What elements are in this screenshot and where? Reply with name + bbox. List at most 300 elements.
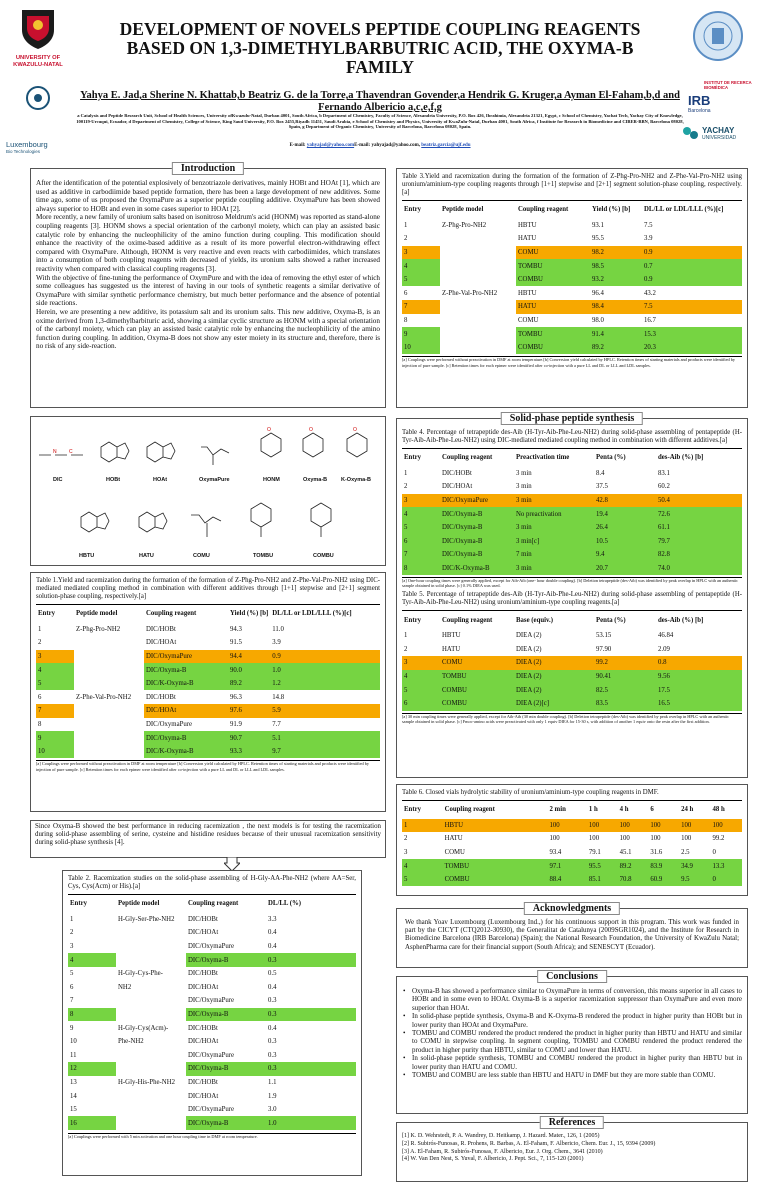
table4-cell: No preactivation (514, 507, 594, 521)
table1-cell: 1.2 (270, 677, 380, 691)
table6-cell: 79.1 (588, 848, 601, 856)
table5-cell: DIEA (2) (514, 656, 594, 670)
table6-cell: 31.6 (650, 848, 663, 856)
table3-cell: 43.2 (644, 289, 656, 297)
table3-cell (440, 273, 516, 287)
table5-cell: 5 (402, 683, 440, 697)
table4-row (402, 507, 742, 521)
table1-cell: 90.7 (228, 731, 270, 745)
table3-cell: 5 (402, 273, 440, 287)
table4-cell: 8.4 (596, 469, 605, 477)
table3-cell: 8 (404, 316, 408, 324)
table3-cell: TOMBU (516, 327, 590, 341)
introduction-panel (30, 163, 386, 408)
table6-header-cell: Entry (404, 806, 421, 814)
table3-cell: 7 (402, 300, 440, 314)
table3-row (402, 259, 742, 273)
reference-item: [1] K. D. Wehrstedt, P. A. Wandrey, D. Heitkamp, J. Hazard. Mater., 126, 1 (2005) (402, 1133, 600, 1139)
table6-cell: TOMBU (443, 859, 548, 873)
table3-cell (440, 341, 516, 355)
table1-row (36, 636, 380, 650)
yachay-logo: YACHAY UNIVERSIDAD (682, 126, 752, 141)
table4-cell: 61.1 (656, 521, 742, 535)
table6-cell: 13.3 (711, 859, 743, 873)
table1-row (36, 718, 380, 732)
table2-row (68, 1116, 356, 1130)
table3-cell: 98.0 (592, 316, 604, 324)
table3-cell: 16.7 (644, 316, 656, 324)
table1-cell: 89.2 (228, 677, 270, 691)
table6-cell: 100 (547, 819, 586, 833)
table1-cell: 1 (38, 625, 42, 633)
table4-cell: 3 min (516, 469, 532, 477)
table1-cell: 5 (36, 677, 74, 691)
table1-cell: DIC/HOBt (146, 693, 176, 701)
table3-row (402, 327, 742, 341)
table3-row (402, 300, 742, 314)
table3-row (402, 341, 742, 355)
table4-cell: DIC/Oxyma-B (440, 507, 514, 521)
table2-row (68, 940, 356, 954)
table1-cell: DIC/K-Oxyma-B (144, 745, 228, 759)
table1-row (36, 690, 380, 704)
structure-label-combu: COMBU (313, 553, 334, 559)
table4-cell: 19.4 (594, 507, 656, 521)
table6-row (402, 873, 742, 887)
table4-header-row: Entry Coupling reagent Preactivation time Penta (%) des-Aib (%) [b] (404, 454, 704, 462)
table4-note: [a] One-hour coupling times were generally applied, except for Aib-Aib (one- hour double coupling). [b] Deletion tetrapeptide (des-Aib) was identified by peak overlap in HPLC with an authentic sample obtained in solid phase. [c] 0.1% DIEA was used. (402, 577, 742, 588)
table5-cell: 17.5 (656, 683, 742, 697)
table4-cell: DIC/K-Oxyma-B (440, 562, 514, 576)
table5-cell: 99.2 (594, 656, 656, 670)
table3-cell (440, 232, 516, 246)
table3-cell: 4 (402, 259, 440, 273)
table6-panel (396, 784, 748, 896)
table3-cell: 0.7 (642, 259, 742, 273)
table5-cell: 2.09 (658, 645, 670, 653)
table4-cell: 26.4 (594, 521, 656, 535)
table2-cell: DIC/HOBt (188, 970, 218, 978)
table5-cell: 2 (404, 645, 408, 653)
table4-cell: 2 (404, 483, 408, 491)
table1-cell (74, 636, 144, 650)
luxembourg-logo (8, 85, 68, 116)
table6-cell: 88.4 (547, 873, 586, 887)
table2-cell: H-Gly-His-Phe-NH2 (116, 1076, 186, 1090)
table1-cell: 97.6 (228, 704, 270, 718)
table2-row (68, 926, 356, 940)
table2-cell: 10 (70, 1038, 77, 1046)
table5-row (402, 643, 742, 657)
table1-cell: 0.9 (270, 650, 380, 664)
table4-cell: DIC/Oxyma-B (440, 548, 514, 562)
table3-cell (440, 246, 516, 260)
table3-cell: 0.9 (642, 246, 742, 260)
table3-cell: HBTU (518, 221, 537, 229)
table1 (36, 604, 380, 758)
solid-phase-heading: Solid-phase peptide synthesis (501, 412, 643, 425)
table6-cell: 0 (712, 848, 716, 856)
table1-row (36, 623, 380, 637)
table2-cell: 9 (70, 1024, 74, 1032)
table5-cell: 46.84 (658, 632, 674, 640)
introduction-text: After the identification of the potential explosively of benzotriazole derivatives, mainly HOBt and HOAt [1], which are used as additive in carbodiimide based peptide formation, there has been a large development of new additives. Some time ago, some of us proposed the OxymaPure as a superior peptide coupling additive. OxymaPure has been showed always superior to HOBt and even in some cases superior to HOAt [2]. More recently, a new family of uronium salts based on isonitroso Meldrum's acid (HONM) was reported as stand-alone coupling reagents [3]. HONM shows a special orientation of the carbonyl moiety, which can play an assisted basic catalytic role by enhancing the nucleophilicity of the amino function during coupling. This modification should enhance the reactivity of the oxime-based additive as a result of its more powerful electron-withdrawing effect compared with OxymaPure. Although, HONM is very reactive and even reacts with carbodiimides, which translates into a consumption of both coupling reagents with decreased of yields, its uronium salts showed a rather increased reactivity when compared with classical coupling reagents [3]. With the objective of fine-tuning the performance of OxymPure and with the idea of removing the ethyl ester of which some colleagues has suggested us the interest of having in our tools of synthetic reagents a similar derivative of OxymaPure with similar synthetic performance chemistry, but much better performance and the absence of potential side reactions. Herein, we are presenting a new additive, its potassium salt and its uronium salts. This new additive, Oxyma-B, is an oxime derived from 1,3-dimethylbarbituric acid, showing a similar cyclic structure as HONM with a special orientation of the carbonyl moiety, which can play an assisted basic catalytic role by enhancing the nucleophilicity of the amino function during coupling. In addition, Oxyma-B does not show any ester moiety in its structure and, therefore, there is no risk of any side-reaction. (36, 179, 380, 351)
table1-cell: Z-Phg-Pro-NH2 (74, 623, 144, 637)
table1-cell: 91.9 (230, 720, 242, 728)
table2-cell: DIC/Oxyma-B (186, 1062, 266, 1076)
table6-header-cell: Coupling reagent (444, 806, 495, 814)
table5-row (402, 683, 742, 697)
acknowledgments-heading: Acknowledgments (524, 902, 620, 915)
table2-cell: 0.5 (268, 970, 277, 978)
table5-row (402, 656, 742, 670)
table5-cell: COMBU (440, 683, 514, 697)
table2-cell: 12 (68, 1062, 116, 1076)
reference-item: [2] R. Subirós-Funosas, R. Prohens, R. Barbas, A. El-Faham, F. Albericio, Chem. Eur. J., 15, 9394 (2009) (402, 1140, 656, 1147)
table6-cell: 100 (711, 819, 743, 833)
table6-row (402, 846, 742, 860)
table6-cell: 9.5 (679, 873, 710, 887)
table3-row (402, 232, 742, 246)
table3-header-row: Entry Peptide model Coupling reagent Yield (%) [b] DL/LL or LDL/LLL (%)[c] (404, 206, 724, 214)
table6-cell: 100 (587, 819, 618, 833)
structure-label-comu: COMU (193, 553, 210, 559)
table3-cell: 0.9 (642, 273, 742, 287)
table4-cell: 3 min[c] (514, 534, 594, 548)
conclusion-item: • In solid-phase peptide synthesis, TOMBU and COMBU rendered the product in higher purity than HBTU but in lower purity than HATU and COMU. (402, 1054, 742, 1071)
email-line: E-mail: yahyajad@yahoo.comE-mail: yahyajad@yahoo.com, beatriz.garcia@ujf.edu (289, 143, 471, 148)
table3-cell (440, 300, 516, 314)
table6-cell: 83.9 (648, 859, 679, 873)
table2-cell: 5 (70, 970, 74, 978)
table6-cell: 2.5 (681, 848, 690, 856)
table4 (402, 448, 742, 575)
table6-cell: 100 (681, 835, 692, 843)
table3-cell: COMBU (516, 273, 590, 287)
table5-cell: 4 (402, 670, 440, 684)
table5 (402, 610, 742, 710)
table6-cell: 0 (711, 873, 743, 887)
table2-cell: 11 (70, 1051, 77, 1059)
table2-cell: 6 (70, 983, 74, 991)
table6-body (402, 819, 742, 887)
table3-cell: 15.3 (642, 327, 742, 341)
structure-label-honm: HONM (263, 477, 280, 483)
table5-cell: COMU (440, 656, 514, 670)
table3-note: [a] Couplings were performed without preactivation in DMF at room temperature.[b] Conversion yield calculated by HPLC. Retention times of starting materials and products were identified by injection of pure sample. [c] Retention times for each epimer were identified after co-injection with a pure LL and DL or LLL and LDL samples. (402, 356, 742, 367)
table5-header-row: Entry Coupling reagent Base (equiv.) Penta (%) des-Aib (%) [b] (404, 616, 704, 624)
university-seal-logo (690, 10, 746, 66)
table2-cell: 0.4 (268, 1024, 277, 1032)
acknowledgments-text: We thank Yoav Luxembourg (Luxembourg Ind.,) for his continuous support in this program. This work was funded in part by the CICYT (CTQ2012-30930), the Generalitat de Catalunya (2009SGR1024), and the Institute for Research in Biomedicine Barcelona (IRB Barcelona) (Spain); the National Research Foundation, the University of KwaZulu Natal; AsphenPharma care for their financial support (South Africa); and SENESCYT (Ecuador). (405, 919, 739, 951)
conclusions-heading: Conclusions (537, 970, 607, 983)
table2-cell (116, 994, 186, 1008)
table4-cell: DIC/HOBt (442, 469, 472, 477)
table5-cell: 97.90 (596, 645, 612, 653)
table6-cell: 2 (404, 835, 408, 843)
email-link-1[interactable]: yahyajad@yahoo.com (306, 143, 355, 148)
conclusion-item: • TOMBU and COMBU are less stable than HBTU and HATU in DMF but they are more stable than COMU. (402, 1071, 742, 1079)
table5-cell: 1 (404, 632, 408, 640)
table2-row (68, 1062, 356, 1076)
table2-cell (116, 1062, 186, 1076)
table1-cell: DIC/Oxyma-B (144, 663, 228, 677)
affiliations: a Catalysis and Peptide Research Unit, School of Health Sciences, University ofKwazulu-Natal, Durban 4001, South Africa, b Department of Chemistry, Faculty of Science, Alexandria University, P.O. Box 426, Ibrahimia, Alexandria 21321, Egypt, c School of Chemistry, Yachat Tech, Yachay City of Knowledge, 100119-Urcuqui, Ecuador, d Department of Chemistry, College of Science, King Saud University, P.O. Box 2455,Riyadh 11451, Saudi Arabia, e School of Chemistry and Physics, University of KwaZulu-Natal, Durban 4001, South Africa, f Institute for Research in Biomedicine and CIBER-BBN, Barcelona 08028, Spain, g Department of Organic Chemistry, University of Barcelona, Barcelona 08028, Spain. (76, 113, 684, 130)
svg-text:O: O (267, 427, 271, 433)
table2-cell (116, 1089, 186, 1103)
table6-header-cell: 48 h (712, 806, 725, 814)
table4-cell: 10.5 (594, 534, 656, 548)
table2-cell: 2 (70, 929, 74, 937)
table1-note: [a] Couplings were performed without preactivation in DMF at room temperature [b] Conversion yield calculated by HPLC. Retention times of starting materials and products were identified by injection of pure sample. [c] Retention times for each epimer were identified after co-injection with a pure LL and DL or LLL and LDL samples. (36, 760, 380, 771)
table6-cell: 100 (679, 819, 710, 833)
table2-cell: DIC/HOAt (188, 1092, 219, 1100)
table1-cell: 91.5 (230, 639, 242, 647)
table5-cell: DIEA (2)[c] (514, 697, 594, 711)
table5-cell: 9.56 (656, 670, 742, 684)
table3-cell: 95.5 (592, 235, 604, 243)
table3-cell: 91.4 (590, 327, 642, 341)
table1-cell: 11.0 (272, 625, 284, 633)
table2-cell: 0.4 (268, 983, 277, 991)
table3-cell (440, 327, 516, 341)
table6-cell: 1 (402, 819, 443, 833)
table6-cell: 100 (618, 819, 649, 833)
table4-cell: 79.7 (656, 534, 742, 548)
author-list: Yahya E. Jad,a Sherine N. Khattab,b Beatriz G. de la Torre,a Thavendran Govender,a Hendrik G. Kruger,a Ayman El-Faham,b,d and Fernando Albericio a,c,e,f,g (80, 90, 680, 113)
table5-row (402, 629, 742, 643)
table1-body (36, 623, 380, 759)
table5-cell: 3 (402, 656, 440, 670)
table1-row (36, 650, 380, 664)
table2-cell: DIC/HOAt (188, 929, 219, 937)
table4-cell: 83.1 (658, 469, 670, 477)
table4-body (402, 467, 742, 576)
table2-panel (62, 870, 362, 1176)
table1-cell: DIC/HOBt (146, 625, 176, 633)
table4-cell: 9.4 (594, 548, 656, 562)
table6-cell: 85.1 (587, 873, 618, 887)
solid-phase-panel (396, 413, 748, 778)
table4-cell: 1 (404, 469, 408, 477)
table2-cell: DIC/OxymaPure (188, 1106, 235, 1114)
table4-row (402, 534, 742, 548)
table4-cell: 60.2 (658, 483, 670, 491)
table6-row (402, 819, 742, 833)
table1-cell (74, 704, 144, 718)
table2-cell: 4 (68, 953, 116, 967)
table6-row (402, 832, 742, 846)
table2-cell: 8 (68, 1008, 116, 1022)
table5-cell: 6 (402, 697, 440, 711)
table2-row (68, 1021, 356, 1035)
table4-cell: DIC/Oxyma-B (440, 521, 514, 535)
table6-header-cell: 24 h (681, 806, 694, 814)
table1-cell: 7 (36, 704, 74, 718)
table2-cell: 13 (70, 1078, 77, 1086)
table3-cell: 89.2 (590, 341, 642, 355)
table4-cell: 3 min (514, 494, 594, 508)
table2-cell: 3.0 (268, 1106, 277, 1114)
table4-cell: 74.0 (656, 562, 742, 576)
table2-row (68, 953, 356, 967)
seal-icon (692, 10, 744, 62)
table4-cell: 3 (402, 494, 440, 508)
table5-cell: DIEA (2) (514, 683, 594, 697)
table1-cell: 8 (38, 720, 42, 728)
table4-cell: 3 min (516, 483, 532, 491)
table6-cell: 5 (402, 873, 443, 887)
table6-cell: 45.1 (619, 848, 632, 856)
structure-label-hbtu: HBTU (79, 553, 95, 559)
table5-row (402, 697, 742, 711)
table5-caption: Table 5. Percentage of tetrapeptide des-Aib (H-Tyr-Aib-Phe-Leu-NH2) during solid-phase assembling of pentapeptide (H-Tyr-Aib-Aib-Phe-Leu-NH2) using uronium/aminium-type coupling reagents.[a] (402, 591, 742, 607)
table4-cell: DIC/OxymaPure (440, 494, 514, 508)
table3-row (402, 246, 742, 260)
table1-cell: 9.7 (270, 745, 380, 759)
reference-item: [3] A. El-Faham, R. Subirós-Funosas, F. Albericio, Eur. J. Org. Chem., 3641 (2010) (402, 1148, 603, 1155)
table2-row (68, 1103, 356, 1117)
table2-cell: DIC/HOBt (188, 915, 218, 923)
table2-cell: 0.3 (268, 997, 277, 1005)
table5-body (402, 629, 742, 711)
conclusions-panel (396, 971, 748, 1114)
table2-row (68, 1035, 356, 1049)
table1-row (36, 663, 380, 677)
table5-cell: 53.15 (596, 632, 612, 640)
table3-cell: 2 (404, 235, 408, 243)
table2-cell: 0.3 (266, 1008, 356, 1022)
table5-cell: DIEA (2) (516, 632, 542, 640)
table3-cell: 98.5 (590, 259, 642, 273)
table1-cell: 6 (38, 693, 42, 701)
table3-cell: TOMBU (516, 259, 590, 273)
table1-cell: 9 (36, 731, 74, 745)
table1-cell: 1.0 (270, 663, 380, 677)
table3-panel (396, 168, 748, 408)
table1-cell: 94.3 (230, 625, 242, 633)
table2-cell (116, 953, 186, 967)
table6-cell: 60.9 (648, 873, 679, 887)
table2-cell (116, 940, 186, 954)
table4-row (402, 480, 742, 494)
svg-text:N: N (53, 449, 57, 455)
table4-cell: 8 (402, 562, 440, 576)
table3-caption: Table 3.Yield and racemization during the formation of the formation of Z-Phg-Pro-NH2 and Z-Phe-Val-Pro-NH2 using uronium/aminium-type coupling reagents through [1+1] stepwise and [2+1] segment solution-phase coupling, respectively.[a] (402, 173, 742, 196)
table1-cell: 5.1 (270, 731, 380, 745)
structure-label-oxyma-b: Oxyma-B (303, 477, 328, 483)
ukzn-crest-icon (18, 8, 58, 50)
table1-row (36, 677, 380, 691)
table3-cell: HBTU (518, 289, 537, 297)
table1-cell: DIC/OxymaPure (144, 650, 228, 664)
table5-cell: HATU (442, 645, 461, 653)
table6-cell: 34.9 (679, 859, 710, 873)
table3-cell: 96.4 (592, 289, 604, 297)
table3-cell: COMU (516, 246, 590, 260)
table1-cell: DIC/Oxyma-B (144, 731, 228, 745)
table2-cell: DIC/HOBt (188, 1078, 218, 1086)
table2-row (68, 1076, 356, 1090)
table3-row (402, 286, 742, 300)
table5-cell: 82.5 (594, 683, 656, 697)
table3-row (402, 273, 742, 287)
table4-cell: 4 (402, 507, 440, 521)
table5-cell: 0.8 (656, 656, 742, 670)
table6-cell: 4 (402, 859, 443, 873)
table4-cell: 7 min (514, 548, 594, 562)
ukzn-logo: UNIVERSITY OF KWAZULU-NATAL (8, 8, 68, 76)
table2-body (68, 913, 356, 1131)
table2-cell: 3.3 (268, 915, 277, 923)
table2-cell: 1.1 (268, 1078, 277, 1086)
table2-row (68, 1048, 356, 1062)
table2-cell: 1 (70, 915, 74, 923)
luxembourg-mark-icon (25, 85, 51, 111)
table2-cell: DIC/OxymaPure (188, 942, 235, 950)
table2-cell: DIC/Oxyma-B (186, 1008, 266, 1022)
acknowledgments-panel (396, 903, 748, 968)
table6-cell: HBTU (443, 819, 548, 833)
table6-header-cell: 1 h (588, 806, 598, 814)
table1-cell: DIC/OxymaPure (146, 720, 193, 728)
table1-cell: DIC/K-Oxyma-B (144, 677, 228, 691)
reference-item: [4] W. Van Den Nest, S. Yuval, F. Albericio, J. Pept. Sci., 7, 115-120 (2001) (402, 1156, 584, 1163)
table2-row (68, 980, 356, 994)
table6 (402, 800, 742, 886)
table3-cell: COMU (518, 316, 539, 324)
table2-cell: H-Gly-Cys(Acm)- (116, 1021, 186, 1035)
table3-cell: 93.1 (592, 221, 604, 229)
table2-cell: 1.0 (266, 1116, 356, 1130)
table4-cell: 20.7 (594, 562, 656, 576)
table1-cell: 5.9 (270, 704, 380, 718)
table2-row (68, 994, 356, 1008)
structure-label-oxymapure: OxymaPure (199, 477, 230, 483)
table5-row (402, 670, 742, 684)
chemical-structures-figure (31, 417, 385, 565)
table3-row (402, 314, 742, 328)
table4-cell: 72.6 (656, 507, 742, 521)
table1-panel (30, 572, 386, 812)
table2-cell: DIC/OxymaPure (188, 997, 235, 1005)
email-link-2[interactable]: beatriz.garcia@ujf.edu (421, 143, 471, 148)
table1-caption: Table 1.Yield and racemization during the formation of the formation of Z-Phg-Pro-NH2 and Z-Phe-Val-Pro-NH2 using DIC-mediated mediated coupling method in combination with different additives through [1+1] stepwise and [2+1] segment solution-phase coupling, respectively.[a] (36, 577, 380, 600)
table3-cell: 93.2 (590, 273, 642, 287)
conclusion-item: • In solid-phase peptide synthesis, Oxyma-B and K-Oxyma-B rendered the product in higher purity than HOBt but in lower purity than HOAt and OxymaPure. (402, 1012, 742, 1029)
table5-cell: 83.5 (594, 697, 656, 711)
poster-title: DEVELOPMENT OF NOVELS PEPTIDE COUPLING REAGENTS BASED ON 1,3-DIMETHYLBARBUTRIC ACID, THE OXYMA-B FAMILY (119, 19, 641, 77)
table4-cell: DIC/HOAt (442, 483, 473, 491)
table2 (68, 894, 356, 1130)
table4-cell: 7 (402, 548, 440, 562)
structure-label-tombu: TOMBU (253, 553, 274, 559)
table4-cell: 82.8 (656, 548, 742, 562)
table6-cell: 99.2 (712, 835, 725, 843)
solid-phase-intro-text: Since Oxyma-B showed the best performance in reducing racemization , the next models is for testing the racemization during solid-phase assembling of serine, cysteine and histidine residues because of their unusual racemization sensitivity during solid-phase synthesis [4]. (30, 820, 386, 858)
table2-cell (116, 1008, 186, 1022)
table2-caption: Table 2. Racemization studies on the solid-phase assembling of H-Gly-AA-Phe-NH2 (where AA=Ser, Cys, Cys(Acm) or His).[a] (68, 875, 356, 890)
table2-cell: 3 (70, 942, 74, 950)
table2-cell: 14 (70, 1092, 77, 1100)
table1-cell: 4 (36, 663, 74, 677)
table6-cell: 3 (404, 848, 408, 856)
table2-cell: 1.9 (268, 1092, 277, 1100)
table2-cell: 15 (70, 1106, 77, 1114)
table1-cell: 10 (36, 745, 74, 759)
table6-cell: 100 (619, 835, 630, 843)
table6-cell: 97.1 (547, 859, 586, 873)
